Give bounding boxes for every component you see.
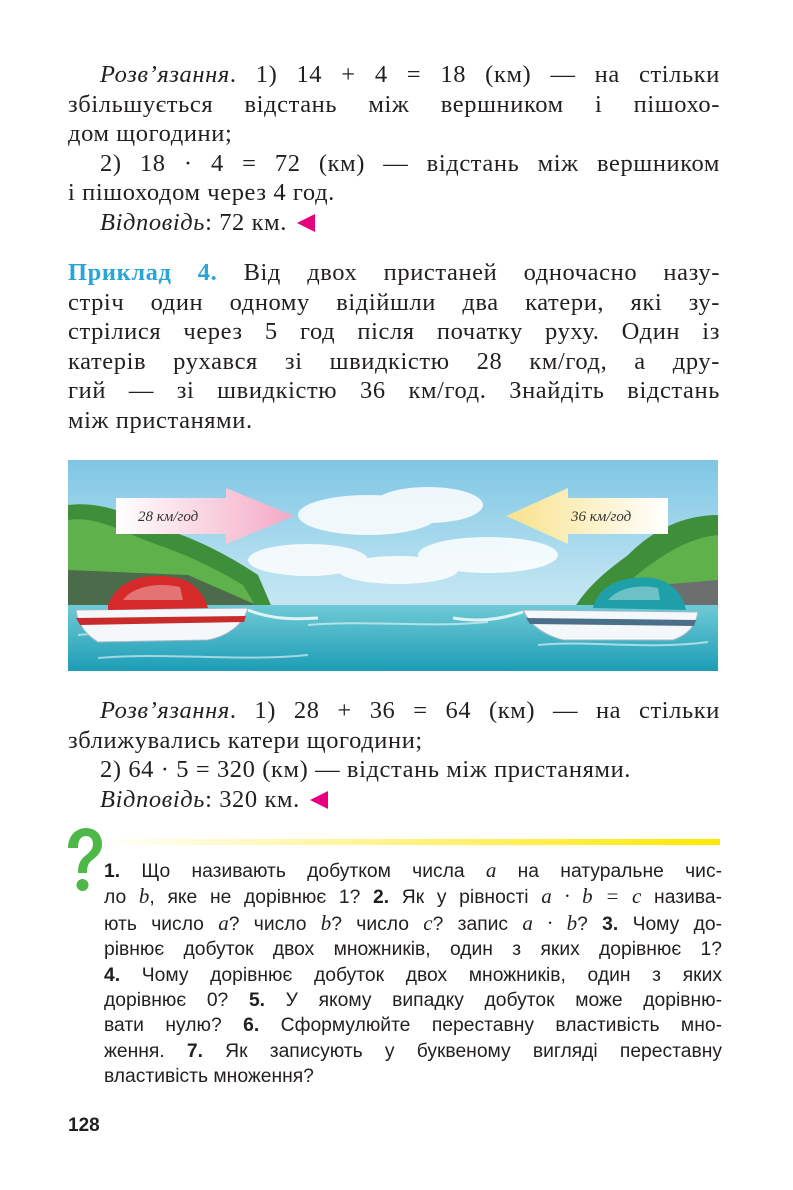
solution-2: Розв’язання. 1) 28 + 36 = 64 (км) — на стільки зближувались катери щогодини; 2) 64 · 5 = 320 (км) — відстань між пристанями. Відповідь: 320 км. xyxy=(68,697,720,813)
question-mark-icon xyxy=(62,826,106,896)
example-4: Приклад 4. Від двох пристаней одночасно назу- стріч один одному відійшли два катери, які зу- стрілися через 5 год після початку руху. Один із катерів рухався зі швидкістю 28 км/год, а дру- гий — зі швидкістю 36 км/год. Знайдіть відстань між пристанями. xyxy=(68,259,720,434)
question-line: 1. Що називають добутком числа a на натуральне чис- xyxy=(104,858,723,882)
example-label: Приклад 4. xyxy=(68,259,218,286)
left-speed-label: 28 км/год xyxy=(138,509,199,525)
question-line: властивість множення? xyxy=(104,1066,314,1088)
question-line: ження. 7. Як записують у буквеному вигляді переставну xyxy=(104,1040,722,1062)
boats-illustration xyxy=(68,460,718,671)
question-line: дорівнює 0? 5. У якому випадку добуток може дорівню- xyxy=(104,990,722,1012)
question-line: вати нулю? 6. Сформулюйте переставну властивість мно- xyxy=(104,1015,722,1037)
question-line: ло b, яке не дорівнює 1? 2. Як у рівності a · b = c назива- xyxy=(104,884,722,909)
solution-1: Розв’язання. 1) 14 + 4 = 18 (км) — на стільки збільшується відстань між вершником і пішохо- дом щогодини; 2) 18 · 4 = 72 (км) — відстань між вершником і пішоходом через 4 год. Відповідь: 72 км. xyxy=(68,61,720,236)
answer-line: Відповідь: 72 км. xyxy=(68,208,720,238)
end-marker-icon xyxy=(297,214,315,232)
question-line: ють число a? число b? число c? запис a · b? 3. Чому до- xyxy=(104,910,723,935)
questions-divider xyxy=(98,839,720,845)
review-questions xyxy=(104,858,722,1090)
right-speed-label: 36 км/год xyxy=(571,509,632,525)
end-marker-icon xyxy=(310,791,328,809)
page-number: 128 xyxy=(68,1115,100,1136)
boats-scene-image xyxy=(68,460,718,671)
solution-label: Розв’язання xyxy=(100,61,230,88)
answer-line: Відповідь: 320 км. xyxy=(68,785,720,815)
question-line: рівнює добуток двох множників, один з яких дорівнює 1? xyxy=(104,939,722,961)
question-line: 4. Чому дорівнює добуток двох множників, один з яких xyxy=(104,964,722,986)
